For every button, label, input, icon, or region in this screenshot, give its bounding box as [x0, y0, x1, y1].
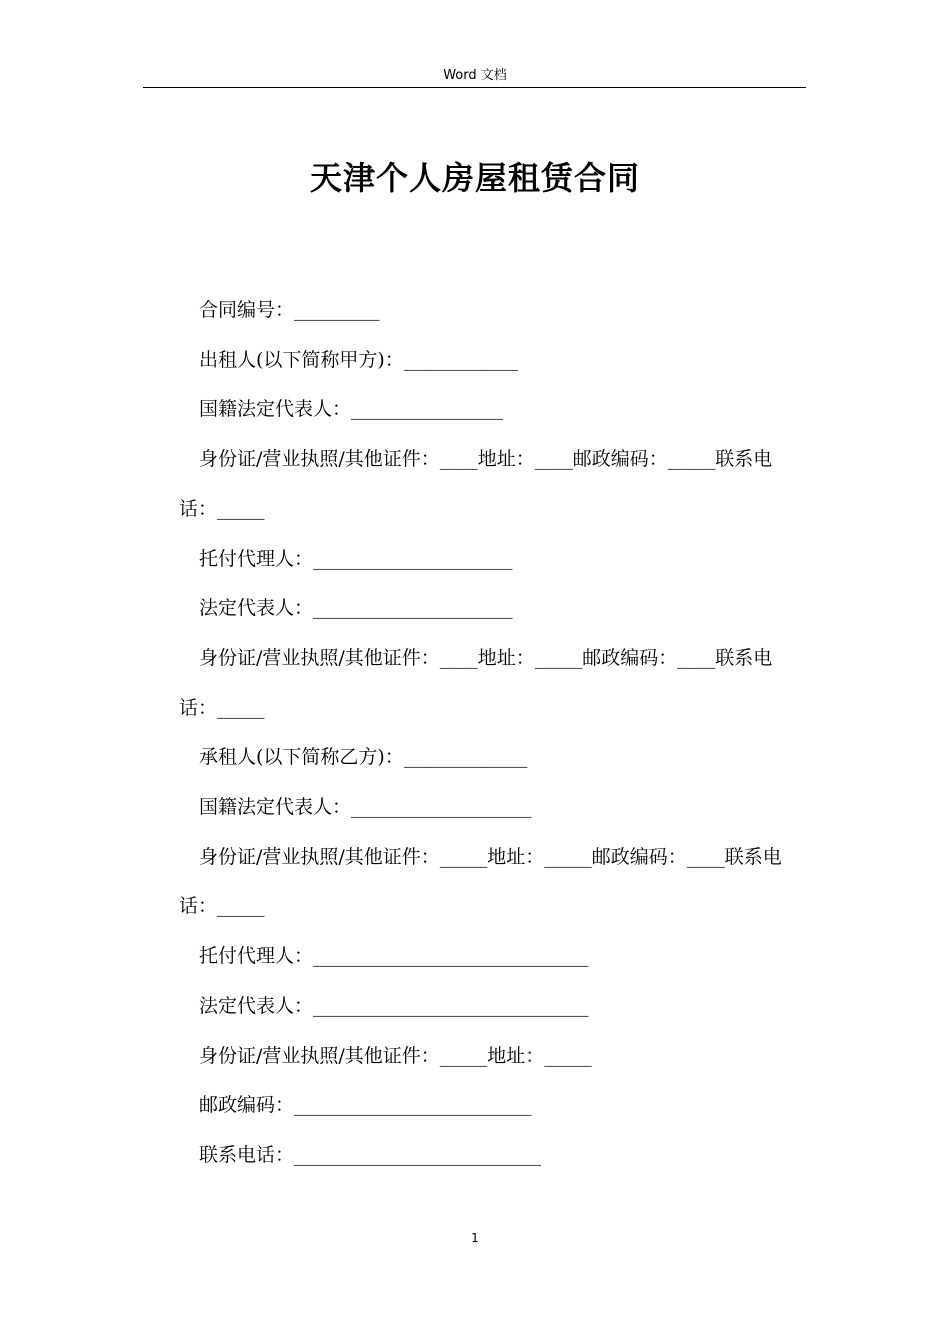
lessor-id-address-postcode-phone-field: 身份证/营业执照/其他证件：____地址：____邮政编码：_____联系电话：_____ [179, 448, 773, 520]
lessee-agent-id-address-field: 身份证/营业执照/其他证件：_____地址：_____ [199, 1044, 592, 1067]
document-title: 天津个人房屋租赁合同 [309, 159, 640, 197]
page-number: 1 [471, 1231, 479, 1245]
lessor-agent-id-address-postcode-phone-field: 身份证/营业执照/其他证件：____地址：_____邮政编码：____联系电话：_____ [179, 646, 773, 719]
lessee-agent-phone-field: 联系电话：__________________________ [199, 1143, 542, 1166]
lessee-legal-representative-field: 法定代表人：_____________________________ [199, 994, 589, 1017]
lessee-agent-field: 托付代理人：_____________________________ [199, 945, 589, 968]
lessee-nationality-representative-field: 国籍法定代表人：___________________ [199, 796, 532, 819]
lessor-field: 出租人(以下简称甲方)：____________ [199, 348, 518, 371]
contract-number-field: 合同编号：_________ [199, 299, 380, 321]
lessor-agent-field: 托付代理人：_____________________ [199, 547, 513, 570]
lessee-id-address-postcode-phone-field: 身份证/营业执照/其他证件：_____地址：_____邮政编码：____联系电话：_____ [179, 845, 782, 918]
document-body [179, 286, 807, 1181]
lessee-agent-postcode-field: 邮政编码：_________________________ [199, 1094, 532, 1117]
lessor-nationality-representative-field: 国籍法定代表人：________________ [199, 398, 504, 421]
lessor-legal-representative-field: 法定代表人：_____________________ [199, 597, 513, 620]
page-header-text: Word 文档 [443, 68, 507, 83]
lessee-field: 承租人(以下简称乙方)：_____________ [199, 746, 528, 769]
header-divider [143, 87, 806, 88]
